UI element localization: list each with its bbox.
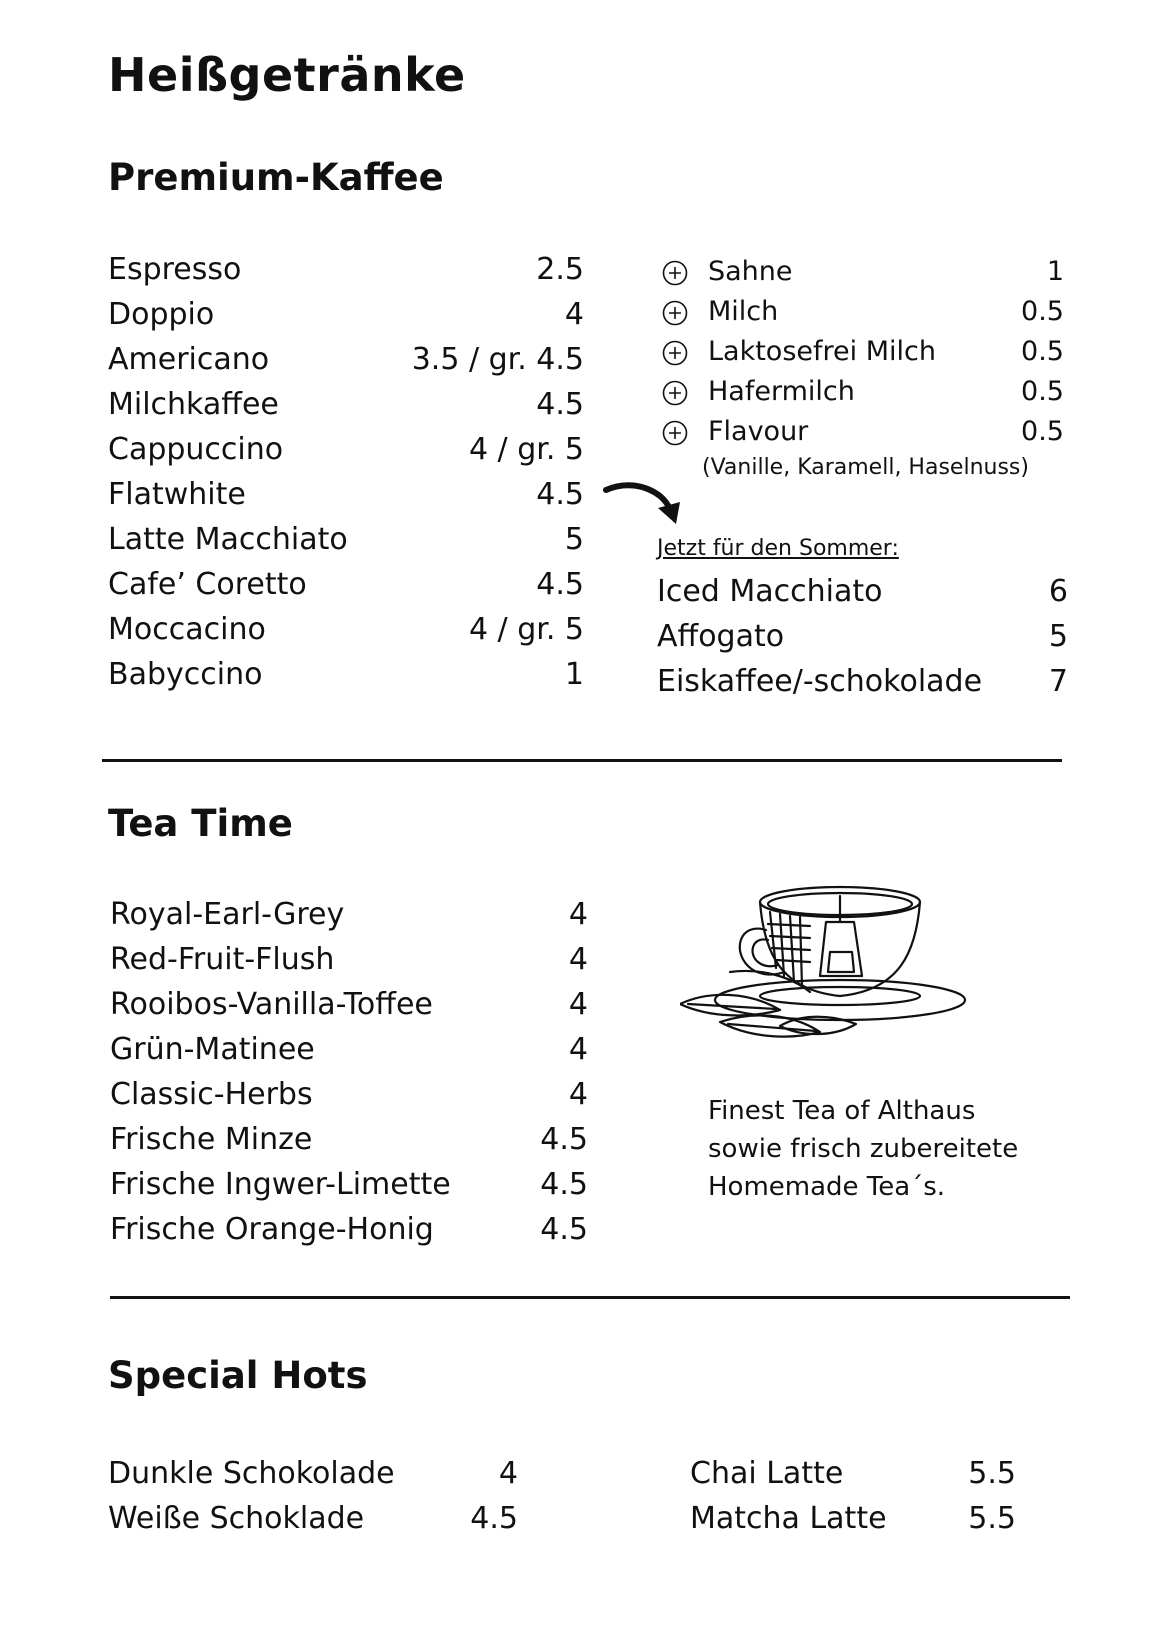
item-name: Babyccino (108, 657, 263, 692)
tea-description-line: Homemade Tea´s. (708, 1172, 946, 1202)
coffee-heading: Premium-Kaffee (108, 156, 444, 199)
item-price: 5.5 (968, 1501, 1016, 1536)
item-name: Red-Fruit-Flush (110, 942, 335, 977)
item-price: 6 (1048, 574, 1068, 609)
addon-item (662, 334, 1064, 370)
item-name: Cappuccino (108, 432, 284, 467)
item-name: Espresso (108, 252, 242, 287)
item-price: 2.5 (536, 252, 584, 287)
item-name: Classic-Herbs (110, 1077, 313, 1112)
item-name: Rooibos-Vanilla-Toffee (110, 987, 433, 1022)
item-name: Eiskaffee/-schokolade (657, 664, 983, 699)
addon-item (662, 254, 1064, 290)
item-name: Doppio (108, 297, 215, 332)
plus-circle-icon (662, 340, 688, 366)
item-price: 4 (498, 1456, 518, 1491)
item-name: Grün-Matinee (110, 1032, 315, 1067)
item-name: Chai Latte (690, 1456, 844, 1491)
item-name: Milchkaffee (108, 387, 279, 422)
item-name: Americano (108, 342, 270, 377)
item-price: 4.5 (536, 567, 584, 602)
item-name: Moccacino (108, 612, 266, 647)
addon-name: Milch (708, 296, 779, 327)
tea-description-line: Finest Tea of Althaus (708, 1096, 976, 1126)
addon-price: 0.5 (1021, 336, 1064, 367)
item-price: 4 / gr. 5 (468, 432, 584, 467)
plus-circle-icon (662, 420, 688, 446)
item-name: Matcha Latte (690, 1501, 887, 1536)
item-name: Affogato (657, 619, 785, 654)
plus-circle-icon (662, 260, 688, 286)
item-price: 4 / gr. 5 (468, 612, 584, 647)
addon-item (662, 374, 1064, 410)
summer-label: Jetzt für den Sommer: (657, 536, 899, 561)
item-name: Weiße Schoklade (108, 1501, 365, 1536)
addon-item (662, 294, 1064, 330)
item-price: 4 (568, 1032, 588, 1067)
addon-item (662, 414, 1064, 450)
item-price: 4 (564, 297, 584, 332)
addon-price: 0.5 (1021, 296, 1064, 327)
item-name: Royal-Earl-Grey (110, 897, 345, 932)
divider (102, 759, 1062, 762)
addon-price: 1 (1046, 256, 1064, 287)
item-name: Iced Macchiato (657, 574, 883, 609)
addon-name: Laktosefrei Milch (708, 336, 936, 367)
item-price: 4.5 (540, 1212, 588, 1247)
item-price: 3.5 / gr. 4.5 (411, 342, 584, 377)
item-price: 4.5 (536, 477, 584, 512)
item-price: 4.5 (540, 1122, 588, 1157)
item-name: Latte Macchiato (108, 522, 348, 557)
item-name: Cafe’ Coretto (108, 567, 307, 602)
item-price: 4 (568, 942, 588, 977)
special-heading: Special Hots (108, 1354, 368, 1397)
item-name: Frische Minze (110, 1122, 313, 1157)
tea-description (708, 1092, 1018, 1206)
item-name: Frische Ingwer-Limette (110, 1167, 451, 1202)
item-price: 4 (568, 897, 588, 932)
item-price: 5 (564, 522, 584, 557)
plus-circle-icon (662, 300, 688, 326)
item-price: 4 (568, 987, 588, 1022)
page-title: Heißgetränke (108, 48, 466, 102)
tea-description-line: sowie frisch zubereitete (708, 1134, 1019, 1164)
item-price: 7 (1048, 664, 1068, 699)
item-name: Dunkle Schokolade (108, 1456, 395, 1491)
item-price: 4.5 (470, 1501, 518, 1536)
item-price: 1 (564, 657, 584, 692)
addon-price: 0.5 (1021, 376, 1064, 407)
item-name: Flatwhite (108, 477, 246, 512)
item-price: 5 (1048, 619, 1068, 654)
plus-circle-icon (662, 380, 688, 406)
addon-price: 0.5 (1021, 416, 1064, 447)
teacup-illustration (680, 872, 980, 1062)
item-name: Frische Orange-Honig (110, 1212, 434, 1247)
addon-name: Hafermilch (708, 376, 855, 407)
curved-arrow-icon (602, 478, 686, 530)
tea-heading: Tea Time (108, 802, 293, 845)
addon-name: Flavour (708, 416, 809, 447)
item-price: 4.5 (536, 387, 584, 422)
flavour-note: (Vanille, Karamell, Haselnuss) (702, 455, 1029, 480)
item-price: 5.5 (968, 1456, 1016, 1491)
item-price: 4 (568, 1077, 588, 1112)
divider (110, 1296, 1070, 1299)
addon-name: Sahne (708, 256, 793, 287)
item-price: 4.5 (540, 1167, 588, 1202)
